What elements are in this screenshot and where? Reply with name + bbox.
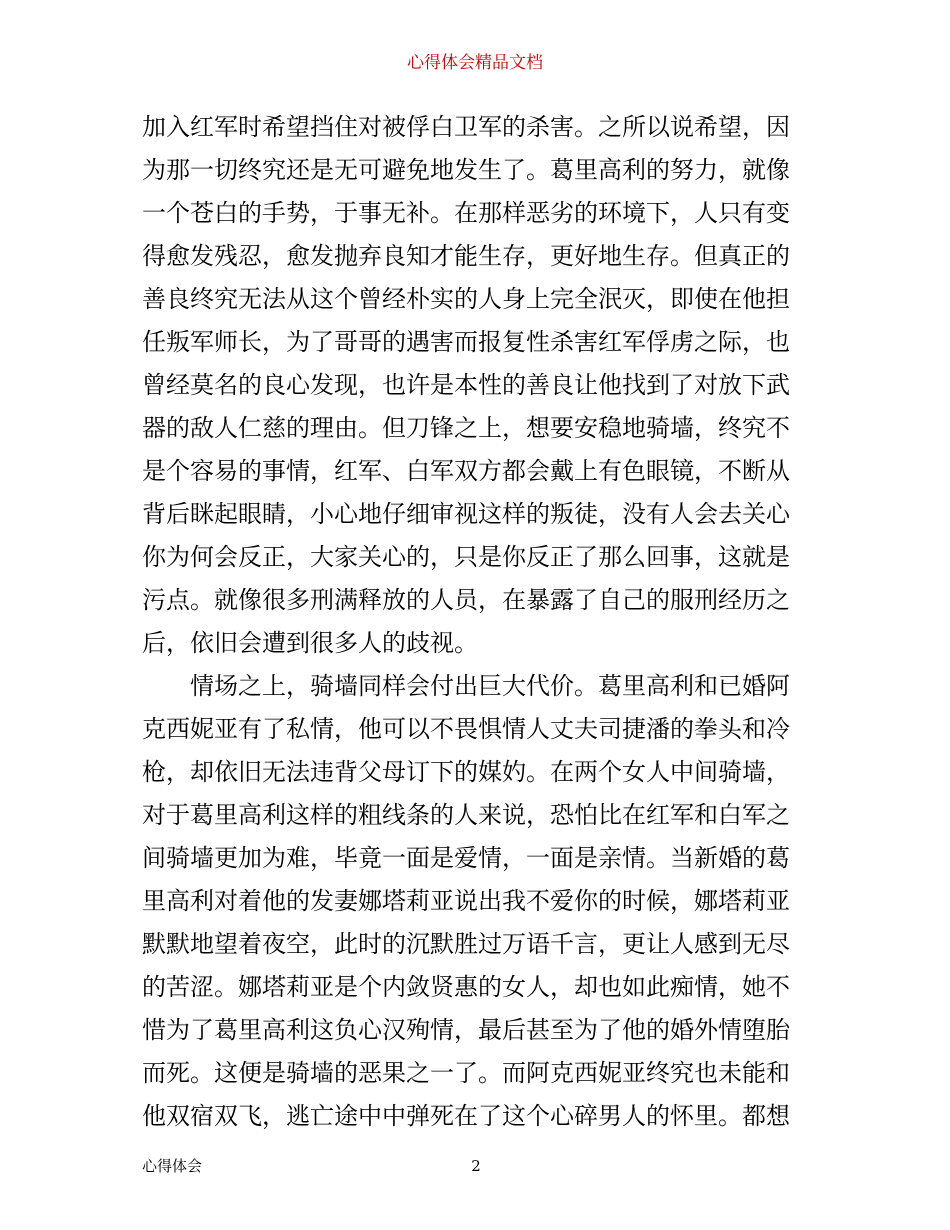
text-line: 默默地望着夜空，此时的沉默胜过万语千言，更让人感到无尽 (142, 930, 790, 958)
page-number: 2 (471, 1157, 481, 1175)
text-line: 一个苍白的手势，于事无补。在那样恶劣的环境下，人只有变 (142, 199, 790, 227)
text-line: 加入红军时希望挡住对被俘白卫军的杀害。之所以说希望，因 (142, 113, 790, 141)
paragraph (142, 106, 812, 665)
text-line: 而死。这便是骑墙的恶果之一了。而阿克西妮亚终究也未能和 (142, 1059, 790, 1087)
text-line: 间骑墙更加为难，毕竟一面是爱情，一面是亲情。当新婚的葛 (142, 844, 790, 872)
text-line: 污点。就像很多刑满释放的人员，在暴露了自己的服刑经历之 (142, 586, 790, 614)
document-body (142, 106, 812, 1138)
text-line: 善良终究无法从这个曾经朴实的人身上完全泯灭，即使在他担 (142, 285, 790, 313)
text-line: 得愈发残忍，愈发抛弃良知才能生存，更好地生存。但真正的 (142, 242, 790, 270)
footer-label: 心得体会 (142, 1157, 203, 1175)
text-line: 器的敌人仁慈的理由。但刀锋之上，想要安稳地骑墙，终究不 (142, 414, 790, 442)
text-line: 惜为了葛里高利这负心汉殉情，最后甚至为了他的婚外情堕胎 (142, 1016, 790, 1044)
text-line: 里高利对着他的发妻娜塔莉亚说出我不爱你的时候，娜塔莉亚 (142, 887, 790, 915)
text-line: 曾经莫名的良心发现，也许是本性的善良让他找到了对放下武 (142, 371, 790, 399)
paragraph (142, 665, 812, 1138)
text-line: 他双宿双飞，逃亡途中中弹死在了这个心碎男人的怀里。都想 (142, 1102, 790, 1130)
text-line: 是个容易的事情，红军、白军双方都会戴上有色眼镜，不断从 (142, 457, 790, 485)
text-line: 对于葛里高利这样的粗线条的人来说，恐怕比在红军和白军之 (142, 801, 790, 829)
page-header: 心得体会精品文档 (407, 53, 543, 73)
text-line: 克西妮亚有了私情，他可以不畏惧情人丈夫司捷潘的拳头和冷 (142, 715, 790, 743)
text-line: 情场之上，骑墙同样会付出巨大代价。葛里高利和已婚阿 (142, 672, 790, 700)
text-line: 的苦涩。娜塔莉亚是个内敛贤惠的女人，却也如此痴情，她不 (142, 973, 790, 1001)
text-line: 任叛军师长，为了哥哥的遇害而报复性杀害红军俘虏之际，也 (142, 328, 790, 356)
text-line: 你为何会反正，大家关心的，只是你反正了那么回事，这就是 (142, 543, 790, 571)
text-line: 为那一切终究还是无可避免地发生了。葛里高利的努力，就像 (142, 156, 790, 184)
text-line: 枪，却依旧无法违背父母订下的媒妁。在两个女人中间骑墙， (142, 758, 790, 786)
text-line: 背后眯起眼睛，小心地仔细审视这样的叛徒，没有人会去关心 (142, 500, 790, 528)
text-line: 后，依旧会遭到很多人的歧视。 (142, 629, 478, 657)
